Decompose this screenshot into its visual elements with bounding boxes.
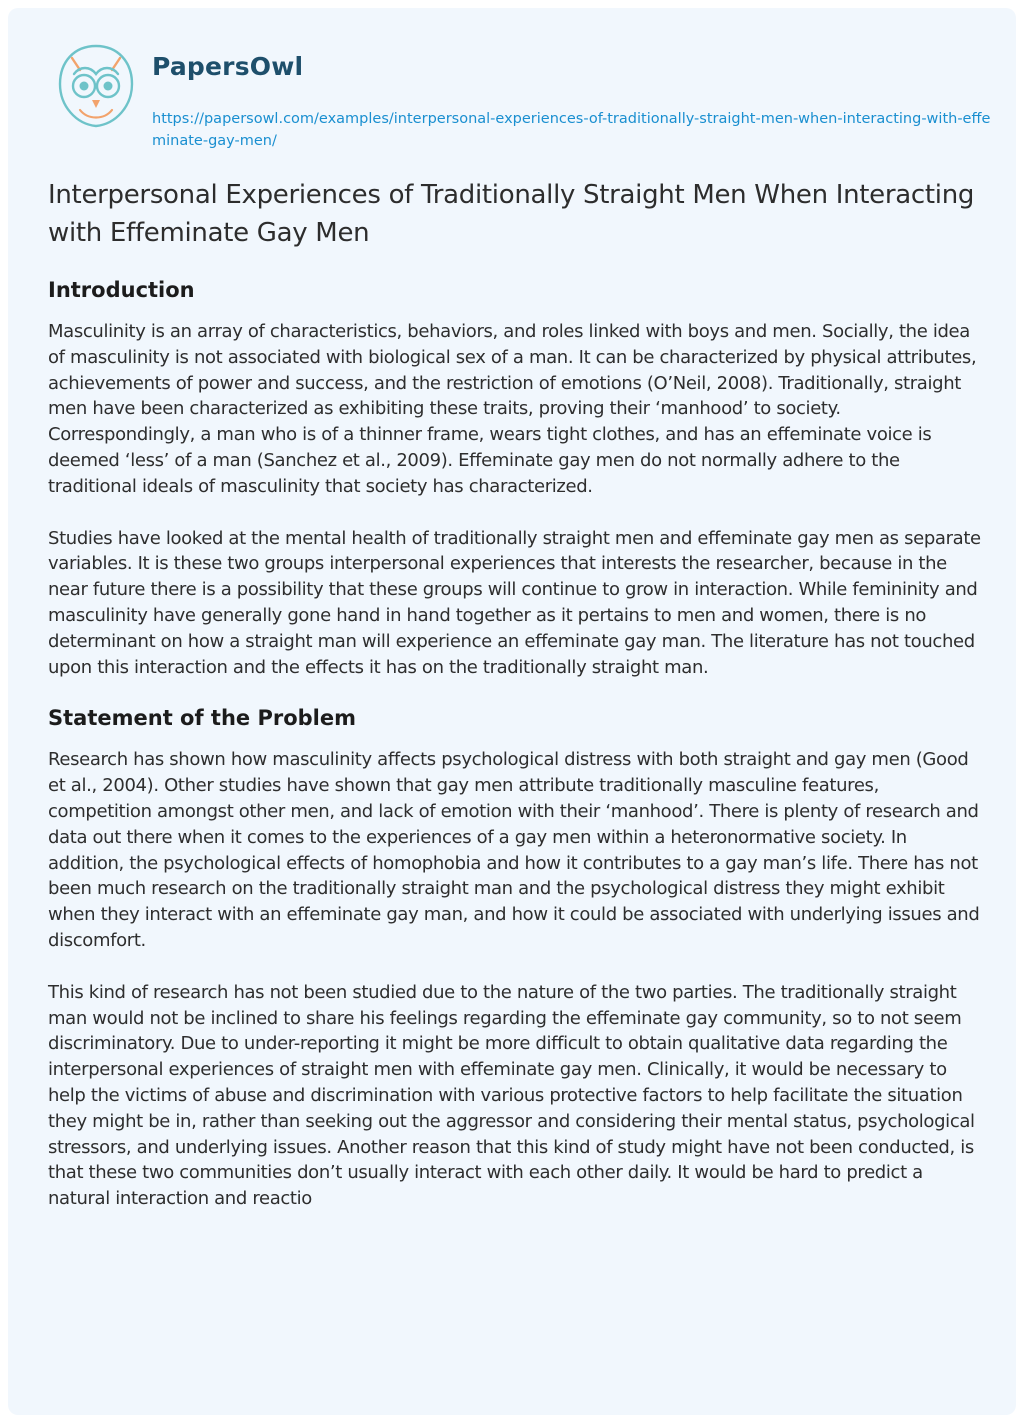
page-header bbox=[8, 8, 1016, 168]
paragraph: Studies have looked at the mental health of traditionally straight men and effeminate gay men as separate variables. It is these two groups interpersonal experiences that interests the researcher, because in the near future there is a possibility that these groups will continue to grow in interaction. While femininity and masculinity have generally gone hand in hand together as it pertains to men and women, there is no determinant on how a straight man will experience an effeminate gay man. The literature has not touched upon this interaction and the effects it has on the traditionally straight man. bbox=[48, 527, 981, 678]
section-heading-statement-of-problem: Statement of the Problem bbox=[48, 706, 356, 731]
paragraph: Research has shown how masculinity affects psychological distress with both straight and gay men (Good et al., 2004). Other studies have shown that gay men attribute traditionally masculine features, competition amongst other men, and lack of emotion with their ‘manhood’. There is plenty of research and data out there when it comes to the experiences of a gay men within a heteronormative society. In addition, the psychological effects of homophobia and how it contributes to a gay man’s life. There has not been much research on the traditionally straight man and the psychological distress they might exhibit when they interact with an effeminate gay man, and how it could be associated with underlying issues and discomfort. bbox=[48, 749, 980, 951]
document-page bbox=[8, 8, 1016, 1415]
owl-icon bbox=[50, 40, 142, 132]
document-content bbox=[48, 176, 982, 1212]
paragraph: Masculinity is an array of characteristics, behaviors, and roles linked with boys and men. Socially, the idea of masculinity is not associated with biological sex of a man. It can be characterized by physical attributes, achievements of power and success, and the restriction of emotions (O’Neil, 2008). Traditionally, straight men have been characterized as exhibiting these traits, proving their ‘manhood’ to society. Correspondingly, a man who is of a thinner frame, wears tight clothes, and has an effeminate voice is deemed ‘less’ of a man (Sanchez et al., 2009). Effeminate gay men do not normally adhere to the traditional ideals of masculinity that society has characterized. bbox=[48, 321, 977, 497]
section-heading-introduction: Introduction bbox=[48, 278, 195, 302]
source-url-link[interactable]: https://papersowl.com/examples/interpersonal-experiences-of-traditionally-straight-men-when-interacting-with-effeminate-gay-men/ bbox=[152, 111, 991, 149]
brand-name[interactable]: PapersOwl bbox=[152, 52, 304, 81]
page-title: Interpersonal Experiences of Traditionally Straight Men When Interacting with Effeminate Gay Men bbox=[48, 180, 975, 248]
paragraph: This kind of research has not been studied due to the nature of the two parties. The traditionally straight man would not be inclined to share his feelings regarding the effeminate gay community, so to not seem discriminatory. Due to under-reporting it might be more difficult to obtain qualitative data regarding the interpersonal experiences of straight men with effeminate gay men. Clinically, it would be necessary to help the victims of abuse and discrimination with various protective factors to help facilitate the situation they might be in, rather than seeking out the aggressor and considering their mental status, psychological stressors, and underlying issues. Another reason that this kind of study might have not been conducted, is that these two communities don’t usually interact with each other daily. It would be hard to predict a natural interaction and reactio bbox=[48, 981, 975, 1210]
